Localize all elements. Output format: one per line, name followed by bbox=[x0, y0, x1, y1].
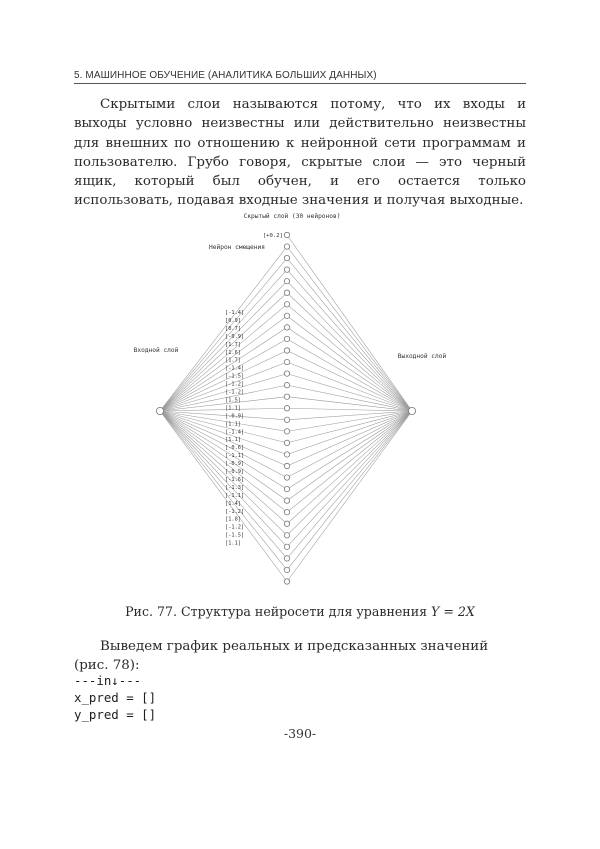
hidden-output-edge bbox=[287, 304, 412, 411]
hidden-neuron bbox=[284, 475, 289, 480]
weight-label: [1.1] bbox=[225, 540, 241, 547]
weight-label: [-1.4] bbox=[225, 365, 245, 372]
hidden-neuron bbox=[284, 521, 289, 526]
hidden-output-edge bbox=[287, 385, 412, 411]
hidden-neuron bbox=[284, 359, 289, 364]
hidden-output-edge bbox=[287, 339, 412, 411]
input-hidden-edge bbox=[160, 339, 287, 411]
weight-label: [1.6] bbox=[225, 349, 241, 356]
hidden-neuron bbox=[284, 394, 289, 399]
weight-label: [-1.4] bbox=[225, 310, 245, 316]
hidden-neuron bbox=[284, 486, 289, 491]
hidden-neuron bbox=[284, 302, 289, 307]
hidden-output-edge bbox=[287, 258, 412, 411]
hidden-output-edge bbox=[287, 411, 412, 501]
hidden-output-edge bbox=[287, 411, 412, 570]
code-line-x-pred: x_pred = [] bbox=[74, 690, 157, 705]
hidden-neuron bbox=[284, 255, 289, 260]
hidden-neuron bbox=[284, 267, 289, 272]
hidden-neuron bbox=[284, 440, 289, 445]
weight-label: [1.4] bbox=[225, 500, 241, 507]
hidden-output-edge bbox=[287, 411, 412, 582]
input-hidden-edge bbox=[160, 411, 287, 535]
input-hidden-edge bbox=[160, 385, 287, 411]
neural-network-figure bbox=[120, 205, 500, 600]
hidden-output-edge bbox=[287, 351, 412, 412]
weight-label: [-1.5] bbox=[225, 373, 245, 380]
weight-label: [-1.3] bbox=[225, 484, 245, 491]
weight-label: [0.7] bbox=[225, 325, 241, 332]
weight-label: [-1.2] bbox=[225, 389, 245, 396]
hidden-neuron bbox=[284, 325, 289, 330]
hidden-neuron bbox=[284, 371, 289, 376]
input-hidden-edge bbox=[160, 316, 287, 411]
weight-label: [-1.2] bbox=[225, 524, 245, 531]
output-neuron bbox=[408, 407, 415, 414]
code-line-y-pred: y_pred = [] bbox=[74, 707, 157, 722]
input-hidden-edge bbox=[160, 293, 287, 411]
weight-label: [1.1] bbox=[225, 405, 241, 412]
hidden-output-edge bbox=[287, 411, 412, 547]
hidden-neuron bbox=[284, 313, 289, 318]
hidden-output-edge bbox=[287, 411, 412, 489]
hidden-neuron bbox=[284, 533, 289, 538]
hidden-output-edge bbox=[287, 374, 412, 411]
input-hidden-edge bbox=[160, 411, 287, 501]
weight-label: [-0.6] bbox=[225, 445, 245, 452]
caption-equation: Y = 2X bbox=[431, 604, 475, 619]
weight-label: [-1.6] bbox=[225, 476, 245, 483]
input-hidden-edge bbox=[160, 411, 287, 558]
input-hidden-edge bbox=[160, 411, 287, 443]
weight-label: [-1.1] bbox=[225, 453, 245, 460]
hidden-neuron bbox=[284, 567, 289, 572]
running-header: 5. МАШИННОЕ ОБУЧЕНИЕ (АНАЛИТИКА БОЛЬШИХ ДАННЫХ) bbox=[74, 70, 526, 84]
hidden-neuron bbox=[284, 452, 289, 457]
weight-label: [-1.2] bbox=[225, 381, 245, 388]
input-hidden-edge bbox=[160, 281, 287, 411]
hidden-neuron bbox=[284, 498, 289, 503]
weight-label: [1.5] bbox=[225, 397, 241, 404]
weight-label: [0.9] bbox=[225, 317, 241, 324]
weight-labels bbox=[225, 310, 244, 547]
hidden-neuron bbox=[284, 348, 289, 353]
hidden-neuron bbox=[284, 244, 289, 249]
input-hidden-edge bbox=[160, 411, 287, 512]
bias-neuron-label: Нейрон смещения bbox=[209, 244, 265, 251]
weight-label: [-0.9] bbox=[225, 413, 245, 420]
weight-label: [1.1] bbox=[225, 437, 241, 444]
input-hidden-edge bbox=[160, 351, 287, 412]
hidden-output-edge bbox=[287, 316, 412, 411]
weight-label: [1.7] bbox=[225, 341, 241, 348]
hidden-output-edge bbox=[287, 411, 412, 466]
hidden-neuron bbox=[284, 556, 289, 561]
hidden-neuron bbox=[284, 579, 289, 584]
input-hidden-edge bbox=[160, 258, 287, 411]
weight-label: [-0.9] bbox=[225, 461, 245, 468]
hidden-output-edge bbox=[287, 281, 412, 411]
input-hidden-edge bbox=[160, 411, 287, 582]
weight-label: [1.7] bbox=[225, 357, 241, 364]
input-neuron bbox=[156, 407, 163, 414]
hidden-neuron bbox=[284, 406, 289, 411]
input-layer-label: Входной слой bbox=[133, 347, 179, 354]
weight-label: [1.1] bbox=[225, 421, 241, 428]
bias-value-label: [+0.2] bbox=[262, 233, 283, 239]
input-hidden-edge bbox=[160, 411, 287, 466]
hidden-output-edge bbox=[287, 411, 412, 420]
weight-label: [-0.9] bbox=[225, 333, 245, 340]
weight-label: [-0.9] bbox=[225, 469, 245, 475]
body-paragraph-hidden-layers: Скрытыми слои называются потому, что их входы и выходы условно неизвестны или действительно неизвестны для внешних по отношению к нейронной сети программам и пользователю. Грубо говоря, скрытые слои — это черный ящик, который был обучен, и его остается только использовать, подавая входные значения и получая выходные. bbox=[74, 97, 526, 209]
hidden-neuron bbox=[284, 290, 289, 295]
page-number: -390- bbox=[283, 726, 317, 741]
bias-neuron bbox=[284, 232, 289, 237]
code-block bbox=[74, 672, 156, 723]
hidden-output-edge bbox=[287, 270, 412, 411]
hidden-output-edge bbox=[287, 235, 412, 411]
figure-caption bbox=[0, 604, 600, 619]
hidden-output-edge bbox=[287, 411, 412, 443]
hidden-neuron bbox=[284, 463, 289, 468]
input-hidden-edge bbox=[160, 411, 287, 570]
input-hidden-edge bbox=[160, 374, 287, 411]
hidden-neuron bbox=[284, 417, 289, 422]
code-line-in-marker: ---in↓--- bbox=[74, 673, 142, 688]
weight-label: [-1.1] bbox=[225, 492, 245, 499]
hidden-output-edge bbox=[287, 411, 412, 558]
hidden-neuron bbox=[284, 382, 289, 387]
hidden-neuron bbox=[284, 429, 289, 434]
hidden-output-edge bbox=[287, 293, 412, 411]
input-hidden-edge bbox=[160, 411, 287, 420]
body-paragraph-plot-intro: Выведем график реальных и предсказанных значений (рис. 78): bbox=[74, 639, 489, 673]
weight-label: [-1.5] bbox=[225, 532, 245, 539]
weight-label: [-1.4] bbox=[225, 429, 245, 436]
output-layer-label: Выходной слой bbox=[397, 353, 447, 360]
hidden-neuron bbox=[284, 544, 289, 549]
input-hidden-edge bbox=[160, 411, 287, 489]
caption-text: Рис. 77. Структура нейросети для уравнения bbox=[125, 604, 432, 619]
weight-label: [1.8] bbox=[225, 516, 241, 523]
hidden-neuron bbox=[284, 510, 289, 515]
network-neurons bbox=[156, 232, 415, 584]
hidden-output-edge bbox=[287, 411, 412, 512]
hidden-output-edge bbox=[287, 411, 412, 535]
hidden-neuron bbox=[284, 336, 289, 341]
hidden-layer-label: Скрытый слой (30 нейронов) bbox=[243, 213, 341, 220]
input-hidden-edge bbox=[160, 304, 287, 411]
input-hidden-edge bbox=[160, 411, 287, 547]
weight-label: [-1.2] bbox=[225, 508, 245, 515]
hidden-neuron bbox=[284, 279, 289, 284]
input-hidden-edge bbox=[160, 270, 287, 411]
